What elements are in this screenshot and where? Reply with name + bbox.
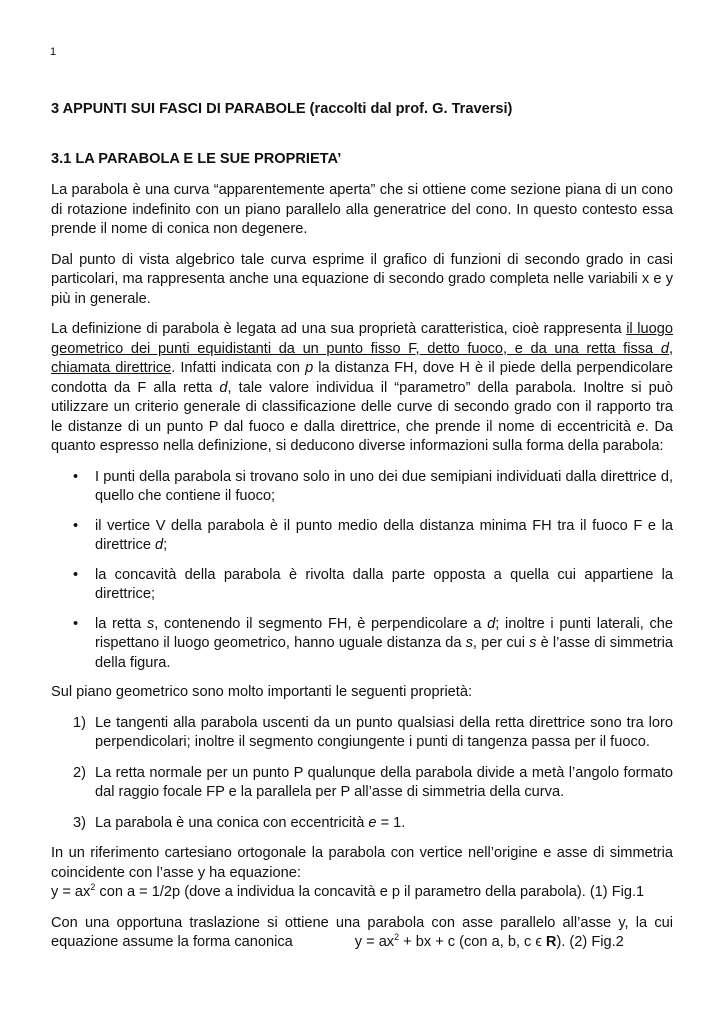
paragraph-definition: La definizione di parabola è legata ad una sua proprietà caratteristica, cioè rappresenta il luogo geometrico dei punti equidistanti da un punto fisso F, detto fuoco, e da una retta fissa d, chiamata direttrice. Infatti indicata con p la distanza FH, dove H è il piede della perpendicolare condotta da F alla retta d, tale valore individua il “parametro” della parabola. Inoltre si può utilizzare un criterio generale di classificazione delle curve di secondo grado con il rapporto tra le distanze di un punto P dal fuoco e dalla direttrice, che prende il nome di eccentricità e. Da quanto espresso nella definizione, si deducono diverse informazioni sulla forma della parabola: xyxy=(51,321,674,454)
list-item: 1) Le tangenti alla parabola uscenti da un punto qualsiasi della retta direttrice sono tra loro perpendicolari; inoltre il segmento congiungente i punti di tangenza passa per il fuoco. xyxy=(73,714,673,750)
document-body xyxy=(51,100,673,964)
list-item: • I punti della parabola si trovano solo in uno dei due semipiani individuati dalla direttrice d, quello che contiene il fuoco; xyxy=(73,468,673,504)
paragraph-intro: La parabola è una curva “apparentemente aperta” che si ottiene come sezione piana di un cono di rotazione indefinito con un piano parallelo alla generatrice del cono. In questo contesto essa prende il nome di conica non degenere. xyxy=(51,182,673,237)
list-item: • la concavità della parabola è rivolta dalla parte opposta a quella cui appartiene la direttrice; xyxy=(73,566,673,602)
bullet-icon: • xyxy=(73,615,79,632)
list-number: 2) xyxy=(73,764,86,781)
list-item: • il vertice V della parabola è il punto medio della distanza minima FH tra il fuoco F e la direttrice d; xyxy=(73,517,673,553)
paragraph-cartesian: In un riferimento cartesiano ortogonale la parabola con vertice nell’origine e asse di simmetria coincidente con l’asse y ha equazione: $y = ax^2$ con a = 1/2p (dove a individua la concavità e p il parametro della parabola). (1) Fig.1 xyxy=(51,845,673,900)
section-title: 3.1 LA PARABOLA E LE SUE PROPRIETA’ xyxy=(51,150,342,167)
properties-numbered-list xyxy=(51,714,673,834)
list-item: 3) La parabola è una conica con eccentricità e = 1. xyxy=(51,814,673,834)
paragraph-algebraic: Dal punto di vista algebrico tale curva esprime il grafico di funzioni di secondo grado in casi particolari, ma rappresenta anche una equazione di secondo grado completa nelle variabili x e y più in generale. xyxy=(51,251,673,307)
bullet-icon: • xyxy=(73,566,79,583)
list-number: 1) xyxy=(73,714,86,731)
properties-bullet-list xyxy=(51,468,673,674)
definition-underlined: il luogo geometrico dei punti equidistanti da un punto fisso F, detto fuoco, e da una retta fissa d, chiamata direttrice xyxy=(51,321,673,376)
paragraph-translation: Con una opportuna traslazione si ottiene una parabola con asse parallelo all’asse y, la cui equazione assume la forma canonica $y = ax^2$ + bx + c (con a, b, c ϵ R). (2) Fig.2 xyxy=(51,914,673,953)
paragraph-geometric: Sul piano geometrico sono molto importanti le seguenti proprietà: xyxy=(51,684,473,700)
equation-1: $y = ax^2$ con a = 1/2p (dove a individua la concavità e p il parametro della parabola). (1) Fig.1 xyxy=(51,882,645,900)
text-run: La definizione di parabola è legata ad una sua proprietà caratteristica, cioè rappresenta xyxy=(51,321,627,337)
bullet-icon: • xyxy=(73,517,79,534)
list-number: 3) xyxy=(73,814,86,831)
bullet-icon: • xyxy=(73,468,79,485)
equation-2: $y = ax^2$ + bx + c (con a, b, c ϵ R). (2) Fig.2 xyxy=(354,932,624,950)
page-number: 1 xyxy=(50,46,57,58)
document-title: 3 APPUNTI SUI FASCI DI PARABOLE (raccolti dal prof. G. Traversi) xyxy=(51,101,513,117)
list-item: 2) La retta normale per un punto P qualunque della parabola divide a metà l’angolo formato dal raggio focale FP e la parallela per P all’asse di simmetria della curva. xyxy=(73,764,673,800)
list-item: • la retta s, contenendo il segmento FH, è perpendicolare a d; inoltre i punti laterali, che rispettano il luogo geometrico, hanno uguale distanza da s, per cui s è l’asse di simmetria della figura. xyxy=(73,615,674,671)
